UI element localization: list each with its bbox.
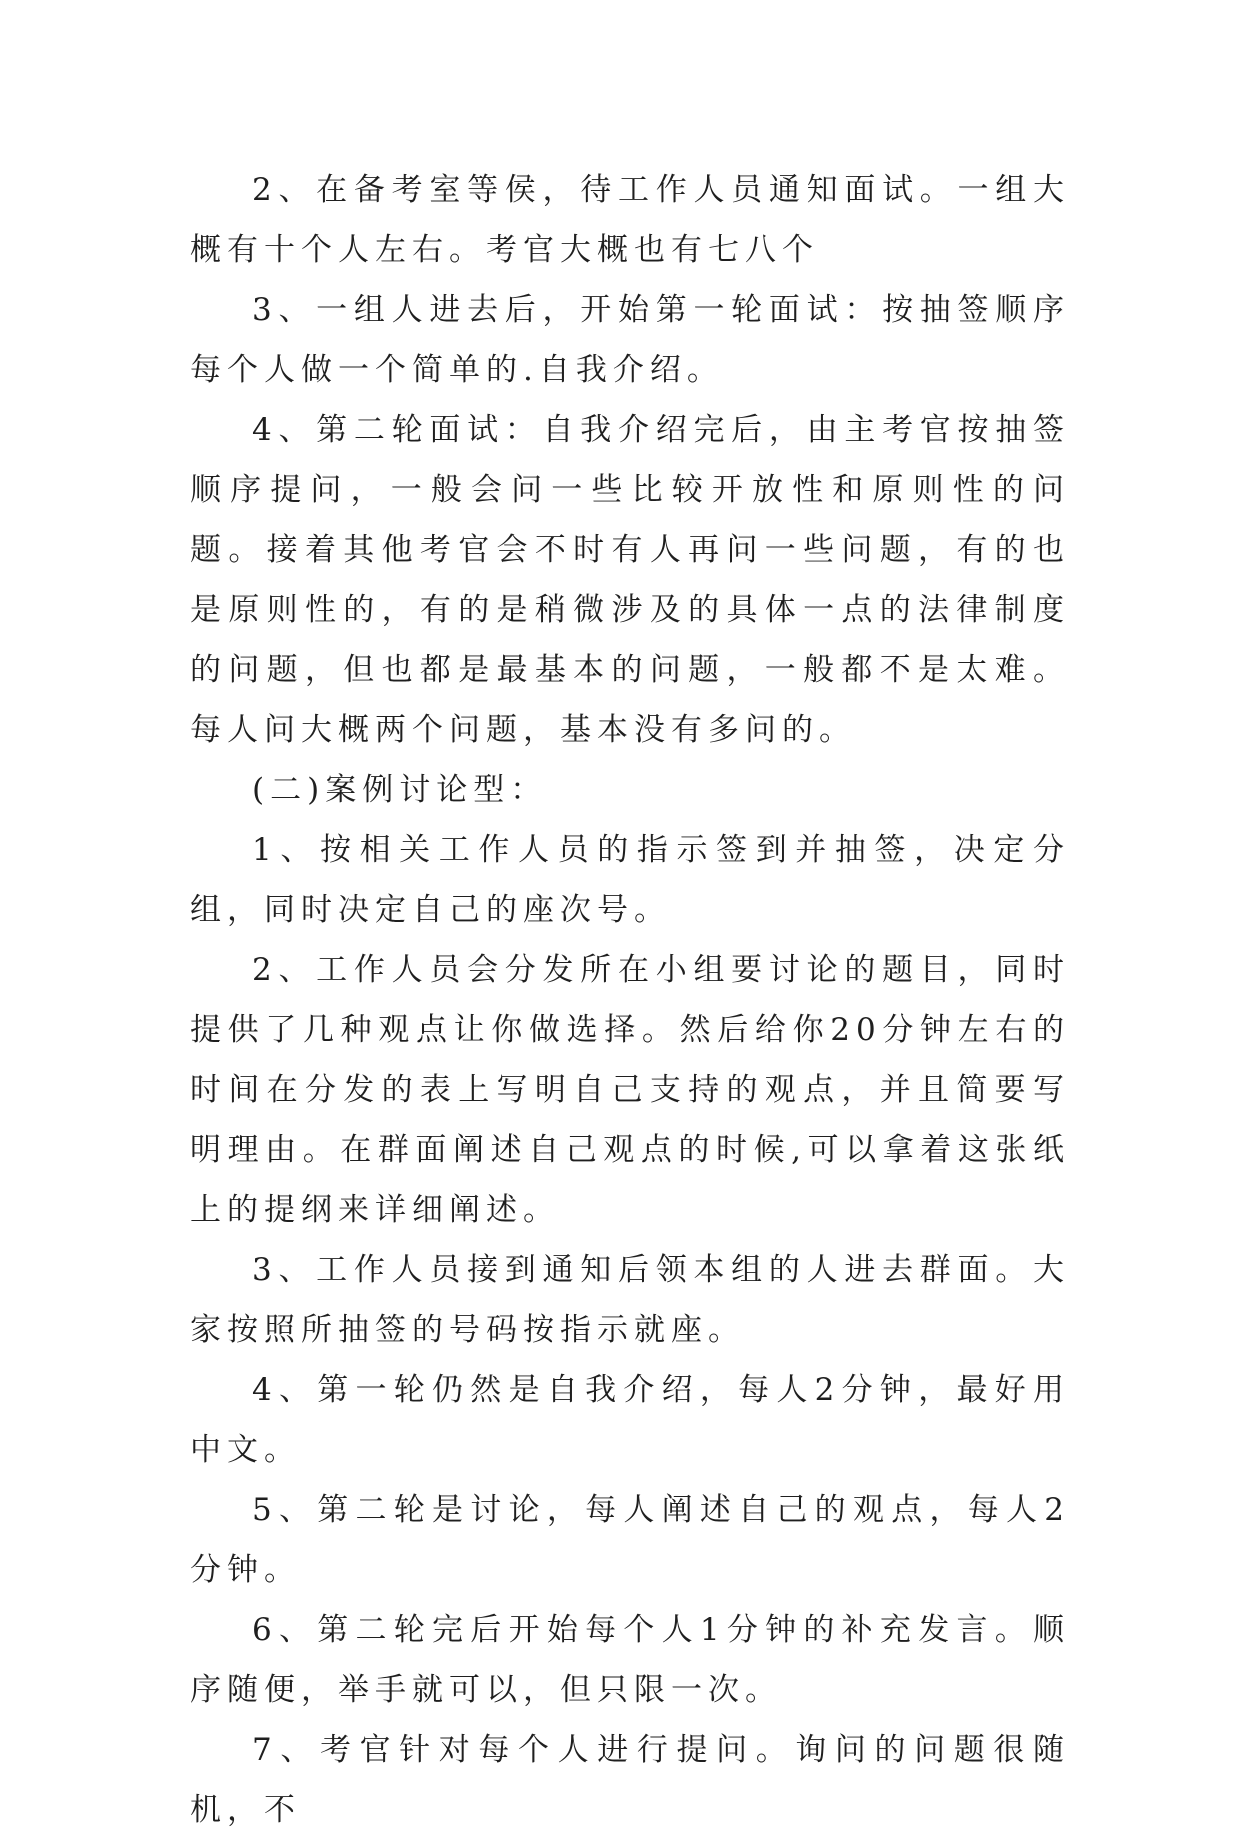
paragraph-case-step-4: 4、第一轮仍然是自我介绍，每人2分钟，最好用中文。 [190,1372,1070,1468]
section-heading-case-discussion: (二)案例讨论型： [252,772,548,808]
paragraph-case-step-6: 6、第二轮完后开始每个人1分钟的补充发言。顺序随便，举手就可以，但只限一次。 [190,1612,1070,1708]
paragraph-step-2-waiting: 2、在备考室等侯，待工作人员通知面试。一组大概有十个人左右。考官大概也有七八个 [190,172,1070,268]
paragraph-step-3-first-round: 3、一组人进去后，开始第一轮面试：按抽签顺序每个人做一个简单的.自我介绍。 [190,292,1070,388]
paragraph-step-4-second-round: 4、第二轮面试：自我介绍完后，由主考官按抽签顺序提问，一般会问一些比较开放性和原则性的问题。接着其他考官会不时有人再问一些问题，有的也是原则性的，有的是稍微涉及的具体一点的法律制度的问题，但也都是最基本的问题，一般都不是太难。每人问大概两个问题，基本没有多问的。 [190,412,1070,748]
document-body [190,160,1070,1840]
paragraph-case-step-7: 7、考官针对每个人进行提问。询问的问题很随机，不 [190,1732,1070,1828]
paragraph-case-step-3: 3、工作人员接到通知后领本组的人进去群面。大家按照所抽签的号码按指示就座。 [190,1252,1070,1348]
paragraph-case-step-1: 1、按相关工作人员的指示签到并抽签，决定分组，同时决定自己的座次号。 [190,832,1070,928]
paragraph-case-step-2: 2、工作人员会分发所在小组要讨论的题目，同时提供了几种观点让你做选择。然后给你20分钟左右的时间在分发的表上写明自己支持的观点，并且简要写明理由。在群面阐述自己观点的时候,可以拿着这张纸上的提纲来详细阐述。 [190,952,1070,1228]
paragraph-case-step-5: 5、第二轮是讨论，每人阐述自己的观点，每人2分钟。 [190,1492,1070,1588]
